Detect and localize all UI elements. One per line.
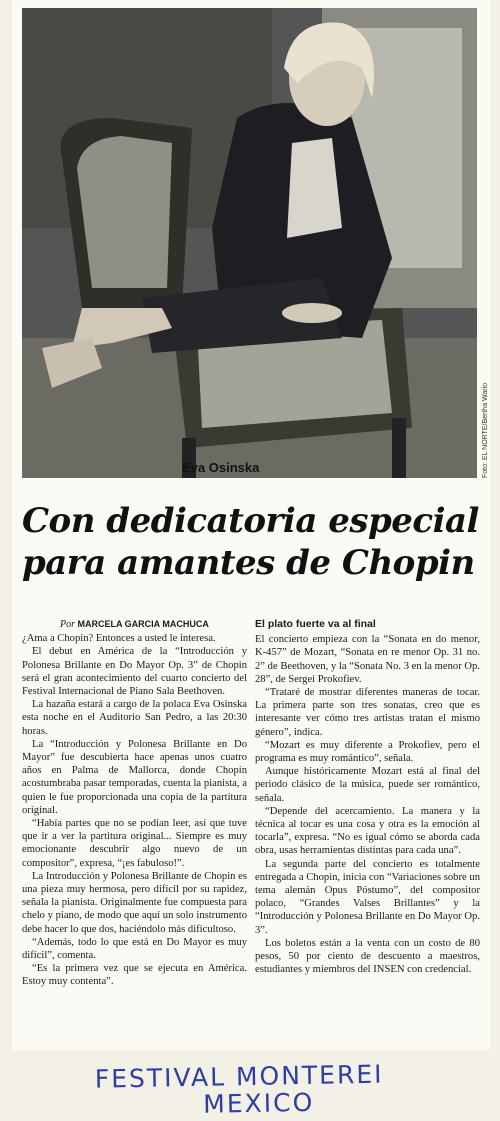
photo-caption: Eva Osinska [182, 460, 260, 475]
right-column [255, 618, 480, 976]
paragraph: ¿Ama a Chopin? Entonces a usted le interesa. [22, 633, 216, 645]
paragraph: Los boletos están a la venta con un costo de 80 pesos, 50 por ciento de descuento a maestros, estudiantes y miembros del INSEN con credencial. [255, 937, 480, 976]
paragraph: “Mozart es muy diferente a Prokofiev, pero el programa es muy romántico”, señala. [255, 739, 480, 765]
photo-credit: Foto: EL NORTE/Bertha Wario [482, 382, 489, 478]
paragraph: La Introducción y Polonesa Brillante de Chopin es una pieza muy hermosa, pero difícil por su rapidez, señala la pianista. Originalmente fue compuesta para chelo y piano, de modo que aquí un solo instrumento debe hacer lo que dos, haciéndolo más dificultoso. [22, 870, 247, 935]
paragraph: “Depende del acercamiento. La manera y la técnica al tocar es una cosa y otra es la emoción al tocarla”, expresa. “No es igual cómo se aborda cada obra, usas herramientas distintas para cada una”. [255, 805, 480, 857]
paragraph: El debut en América de la “Introducción y Polonesa Brillante en Do Mayor Op. 3” de Chopin será el gran acontecimiento del cuarto concierto del Festival Internacional de Piano Sala Beethoven. [22, 646, 247, 698]
handwritten-line-1: FESTIVAL MONTEREI [94, 1059, 384, 1094]
byline [22, 618, 247, 631]
newspaper-clipping [12, 0, 490, 1050]
paragraph: La “Introducción y Polonesa Brillante en Do Mayor” fue descubierta hace apenas unos cuatro años en Palma de Mallorca, donde Chopin acostumbraba pasar temporadas, cuenta la pianista, a quien le fue proporcionada una copia de la partitura original. [22, 738, 247, 816]
byline-por: Por [60, 619, 75, 630]
paragraph: “Había partes que no se podían leer, así que tuve que ir a ver la partitura original... Siempre es muy emocionante descubrir algo nuevo de un compositor”, expresa, “¡es fabuloso!”. [22, 818, 247, 869]
portrait-photo [22, 8, 477, 478]
headline-line-2: para amantes de Chopin [22, 543, 475, 583]
photo-illustration [22, 8, 477, 478]
left-column [22, 618, 247, 989]
subhead: El plato fuerte va al final [255, 618, 376, 630]
byline-author: MARCELA GARCIA MACHUCA [77, 619, 209, 629]
headline-line-1: Con dedicatoria especial [22, 501, 479, 541]
paragraph: La segunda parte del concierto es totalmente entregada a Chopin, inicia con “Variaciones sobre un tema alemán Opus Póstumo”, del compositor polaco, “Grandes Valses Brillantes” y la “Introducción y Polonesa Brillante en Do Mayor Op. 3”. [255, 858, 480, 936]
paragraph: Aunque históricamente Mozart está al final del periodo clásico de la música, puede ser romántico, señala. [255, 766, 480, 804]
paragraph: “Es la primera vez que se ejecuta en América. Estoy muy contenta”. [22, 963, 247, 988]
paragraph: La hazaña estará a cargo de la polaca Eva Osinska esta noche en el Auditorio San Pedro, a las 20:30 horas. [22, 699, 247, 737]
handwritten-note [95, 1058, 500, 1119]
paragraph: El concierto empieza con la “Sonata en do menor, K-457” de Mozart, “Sonata en re menor Op. 31 no. 2” de Beethoven, y la “Sonata No. 3 en la menor Op. 28”, de Sergei Prokofiev. [255, 634, 480, 685]
handwritten-line-2: MEXICO [202, 1087, 315, 1119]
headline [22, 500, 482, 584]
paragraph: “Además, todo lo que está en Do Mayor es muy difícil”, comenta. [22, 936, 247, 962]
paragraph: “Trataré de mostrar diferentes maneras de tocar. La primera parte son tres sonatas, creo que es interesante ver cómo tres artistas tratan el mismo género”, indica. [255, 687, 480, 738]
